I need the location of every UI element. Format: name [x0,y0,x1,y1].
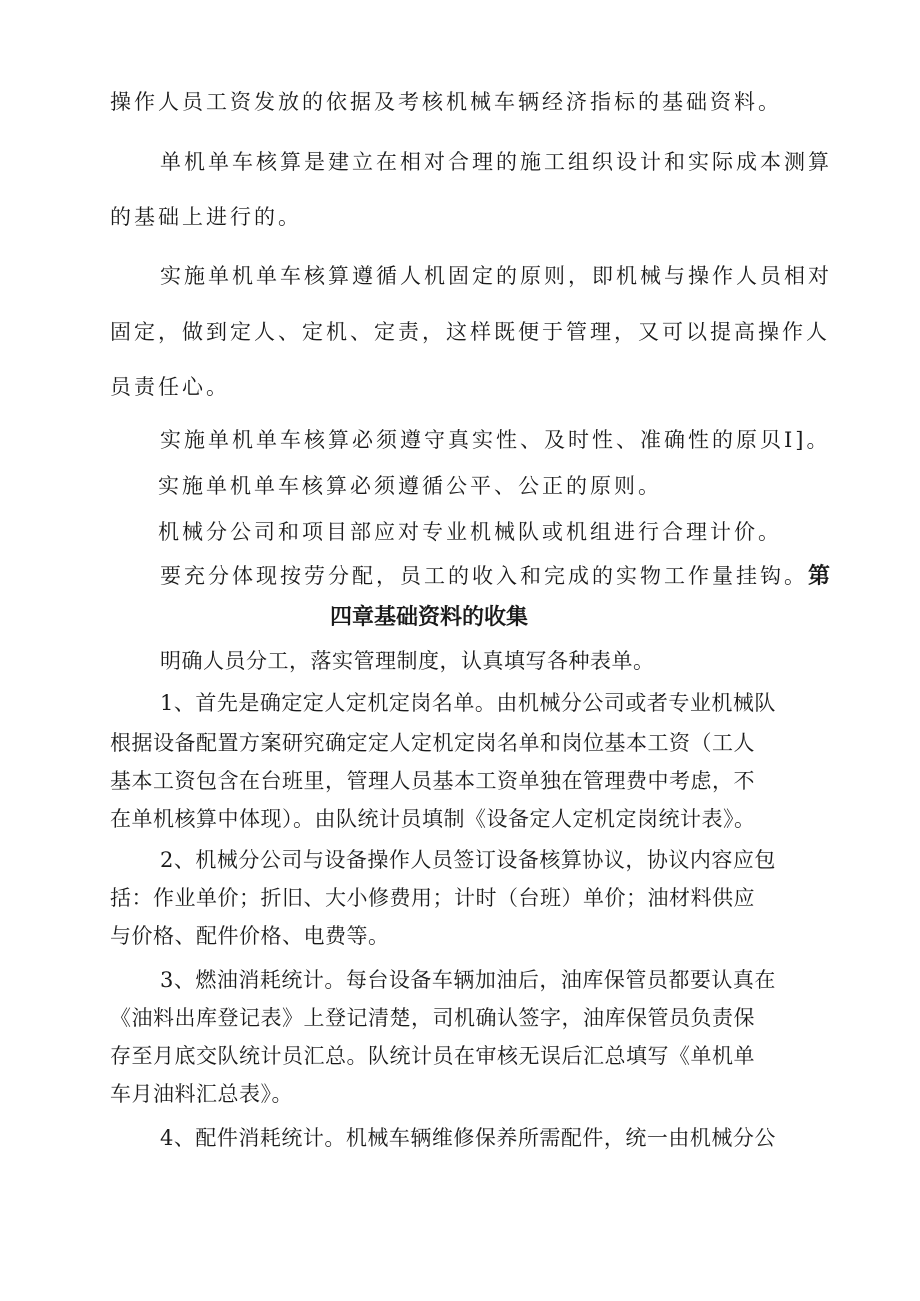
chapter-heading: 四章基础资料的收集 [330,605,529,630]
paragraph-line: 4、配件消耗统计。机械车辆维修保养所需配件，统一由机械分公 [160,1126,776,1150]
paragraph-line: 1、首先是确定定人定机定岗名单。由机械分公司或者专业机械队 [160,691,776,715]
paragraph-text: 要充分体现按劳分配，员工的收入和完成的实物工作量挂钩。 [160,564,808,588]
paragraph-line: 括：作业单价；折旧、大小修费用；计时（台班）单价；油材料供应 [110,886,755,910]
paragraph-line: 明确人员分工，落实管理制度，认真填写各种表单。 [160,649,655,673]
paragraph-line: 在单机核算中体现）。由队统计员填制《设备定人定机定岗统计表》。 [110,807,756,831]
paragraph-line: 实施单机单车核算遵循人机固定的原则，即机械与操作人员相对 [160,264,832,288]
paragraph-line: 《油料出库登记表》上登记清楚，司机确认签字，油库保管员负责保 [110,1006,755,1030]
paragraph-line: 实施单机单车核算必须遵守真实性、及时性、准确性的原贝I]。 [160,428,831,452]
paragraph-line [160,562,833,591]
paragraph-line: 存至月底交队统计员汇总。队统计员在审核无误后汇总填写《单机单 [110,1044,755,1068]
paragraph-line: 操作人员工资发放的依据及考核机械车辆经济指标的基础资料。 [110,90,782,114]
paragraph-line: 与价格、配件价格、电费等。 [110,924,390,948]
paragraph-line: 2、机械分公司与设备操作人员签订设备核算协议，协议内容应包 [160,848,776,872]
paragraph-line: 的基础上进行的。 [110,205,302,229]
paragraph-line: 基本工资包含在台班里，管理人员基本工资单独在管理费中考虑，不 [110,769,755,793]
paragraph-line: 机械分公司和项目部应对专业机械队或机组进行合理计价。 [158,520,782,544]
paragraph-line: 3、燃油消耗统计。每台设备车辆加油后，油库保管员都要认真在 [160,968,776,992]
paragraph-line: 固定，做到定人、定机、定责，这样既便于管理，又可以提高操作人 [110,320,830,344]
chapter-heading-prefix: 第 [808,564,834,589]
paragraph-line: 根据设备配置方案研究确定定人定机定岗名单和岗位基本工资（工人 [110,731,755,755]
paragraph-line: 实施单机单车核算必须遵循公平、公正的原则。 [158,474,662,498]
paragraph-line: 车月油料汇总表》。 [110,1082,293,1106]
paragraph-line: 单机单车核算是建立在相对合理的施工组织设计和实际成本测算 [160,150,832,174]
paragraph-line: 员责任心。 [110,375,230,399]
